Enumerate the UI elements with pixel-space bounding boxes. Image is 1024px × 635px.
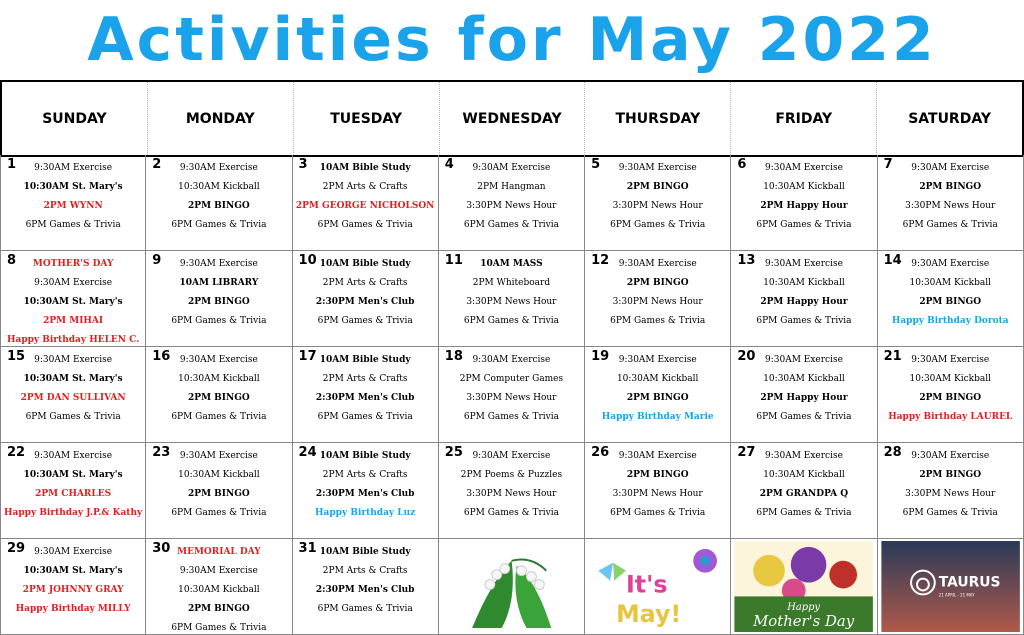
activity-line: 2PM GEORGE NICHOLSON [295, 201, 435, 211]
day-number: 20 [737, 349, 756, 364]
day-cell [0, 155, 146, 251]
weekday-header [0, 80, 1024, 157]
activity-list [293, 543, 438, 619]
activity-line: MOTHER'S DAY [32, 259, 114, 269]
activity-line: 10:30AM St. Mary's [23, 566, 123, 576]
activity-line: 10:30AM St. Mary's [23, 297, 123, 307]
day-cell [731, 251, 877, 347]
activity-list [731, 447, 876, 523]
activity-line: 6PM Games & Trivia [317, 604, 413, 614]
day-cell [439, 155, 585, 251]
activity-line: 9:30AM Exercise [472, 163, 551, 173]
day-cell [585, 251, 731, 347]
activity-line: 9:30AM Exercise [34, 451, 113, 461]
activity-line: 10:30AM Kickball [178, 374, 260, 384]
activity-line: 10:30AM St. Mary's [23, 470, 123, 480]
activity-list [731, 255, 876, 331]
activity-list [439, 447, 584, 523]
activity-line: 2PM BINGO [188, 297, 250, 307]
day-cell [731, 347, 877, 443]
activity-line: 2:30PM Men's Club [315, 297, 415, 307]
activity-line: 9:30AM Exercise [618, 259, 697, 269]
day-cell [585, 443, 731, 539]
day-cell [0, 251, 146, 347]
activity-line: 10:30AM Kickball [178, 182, 260, 192]
activity-line: 9:30AM Exercise [618, 451, 697, 461]
activity-line: 2PM MIHAI [43, 316, 104, 326]
day-number: 11 [444, 253, 463, 268]
activity-line: 2PM BINGO [188, 393, 250, 403]
day-cell [293, 539, 439, 635]
day-header-sunday: SUNDAY [2, 82, 148, 155]
activity-line: 3:30PM News Hour [466, 393, 557, 403]
activity-line: 9:30AM Exercise [911, 451, 990, 461]
image-cell [585, 539, 731, 635]
activity-line: 10:30AM Kickball [763, 278, 845, 288]
activity-line: 10AM Bible Study [319, 259, 411, 269]
activity-list [585, 351, 730, 427]
activity-line: 9:30AM Exercise [764, 355, 843, 365]
day-header-monday: MONDAY [148, 82, 294, 155]
activity-line: 2PM Whiteboard [472, 278, 551, 288]
activity-line: 3:30PM News Hour [466, 297, 557, 307]
activity-line: 6PM Games & Trivia [756, 220, 852, 230]
day-cell [731, 443, 877, 539]
activity-line: 10:30AM Kickball [909, 278, 991, 288]
its-may-image [587, 541, 728, 632]
activity-line: 9:30AM Exercise [34, 355, 113, 365]
activity-line: Happy Birthday Marie [601, 412, 714, 422]
activity-line: 6PM Games & Trivia [902, 508, 998, 518]
activity-line: 6PM Games & Trivia [902, 220, 998, 230]
activity-line: 9:30AM Exercise [179, 163, 258, 173]
day-number: 18 [444, 349, 463, 364]
activity-line: 6PM Games & Trivia [317, 220, 413, 230]
activity-list [146, 351, 291, 427]
day-number: 30 [152, 541, 171, 556]
activity-line: 2PM BINGO [626, 182, 689, 192]
activity-line: 6PM Games & Trivia [25, 412, 121, 422]
day-cell [878, 443, 1024, 539]
day-number: 4 [444, 157, 454, 172]
day-number: 16 [152, 349, 171, 364]
activity-line: 6PM Games & Trivia [463, 316, 559, 326]
day-number: 8 [7, 253, 17, 268]
svg-text:21 APRIL - 21 MAY: 21 APRIL - 21 MAY [938, 592, 975, 598]
activity-list [439, 159, 584, 235]
activity-line: Happy Birthday J.P.& Kathy [4, 508, 143, 518]
activity-list [293, 159, 438, 235]
image-cell [439, 539, 585, 635]
activity-line: 6PM Games & Trivia [171, 508, 267, 518]
activity-line: 6PM Games & Trivia [171, 316, 267, 326]
day-cell [878, 347, 1024, 443]
activity-list [731, 351, 876, 427]
activity-line: 2PM BINGO [626, 393, 689, 403]
activity-line: 6PM Games & Trivia [25, 220, 121, 230]
activity-line: 3:30PM News Hour [612, 489, 703, 499]
activity-line: 2PM Arts & Crafts [322, 374, 408, 384]
activity-line: 2PM BINGO [626, 278, 689, 288]
day-number: 17 [298, 349, 317, 364]
activity-line: 10AM LIBRARY [179, 278, 259, 288]
image-cell [731, 539, 877, 635]
activity-line: 9:30AM Exercise [764, 163, 843, 173]
activity-line: 6PM Games & Trivia [317, 412, 413, 422]
day-cell [146, 443, 292, 539]
activity-line: 2PM Computer Games [459, 374, 564, 384]
day-number: 3 [298, 157, 308, 172]
activity-line: 9:30AM Exercise [34, 278, 113, 288]
day-cell [293, 155, 439, 251]
activity-line: 3:30PM News Hour [612, 297, 703, 307]
svg-text:Mother's Day: Mother's Day [753, 613, 855, 631]
day-cell [146, 539, 292, 635]
activity-line: 2PM CHARLES [35, 489, 112, 499]
activity-line: 2PM Hangman [477, 182, 546, 192]
activity-line: Happy Birthday HELEN C. [6, 335, 140, 345]
activity-line: 2PM GRANDPA Q [759, 489, 849, 499]
day-header-saturday: SATURDAY [908, 110, 991, 127]
activity-line: 10:30AM Kickball [763, 182, 845, 192]
activity-list [146, 255, 291, 331]
day-cell [293, 251, 439, 347]
activity-line: 9:30AM Exercise [764, 259, 843, 269]
activity-line: 10:30AM Kickball [909, 374, 991, 384]
day-number: 10 [298, 253, 317, 268]
activity-list [878, 255, 1023, 331]
activity-line: 10:30AM Kickball [178, 585, 260, 595]
day-cell [439, 251, 585, 347]
day-number: 28 [883, 445, 902, 460]
day-number: 19 [591, 349, 610, 364]
day-number: 6 [737, 157, 747, 172]
day-cell [146, 251, 292, 347]
activity-list [439, 255, 584, 331]
activity-line: 2:30PM Men's Club [315, 585, 415, 595]
activity-list [293, 255, 438, 331]
activity-line: 6PM Games & Trivia [756, 316, 852, 326]
activity-line: 10:30AM Kickball [763, 374, 845, 384]
activity-line: 2PM BINGO [626, 470, 689, 480]
lily-of-the-valley-image [441, 541, 582, 632]
activity-line: 9:30AM Exercise [911, 355, 990, 365]
activity-list [146, 543, 291, 635]
day-cell [585, 347, 731, 443]
activity-list [146, 159, 291, 235]
activity-list [1, 543, 145, 619]
activity-line: Happy Birthday Luz [315, 508, 416, 518]
activity-line: 9:30AM Exercise [179, 355, 258, 365]
activity-line: 10AM Bible Study [319, 355, 411, 365]
activity-line: 2PM BINGO [188, 201, 250, 211]
activity-line: 6PM Games & Trivia [610, 316, 706, 326]
activity-list [439, 351, 584, 427]
activity-list [293, 447, 438, 523]
day-number: 22 [7, 445, 26, 460]
day-cell [878, 155, 1024, 251]
activity-list [731, 159, 876, 235]
day-cell [731, 155, 877, 251]
activity-line: 9:30AM Exercise [472, 355, 551, 365]
activity-line: 3:30PM News Hour [905, 489, 996, 499]
activity-list [878, 447, 1023, 523]
day-cell [439, 347, 585, 443]
day-number: 2 [152, 157, 162, 172]
activity-line: 6PM Games & Trivia [610, 508, 706, 518]
mothers-day-image [733, 541, 874, 632]
day-number: 9 [152, 253, 162, 268]
activity-line: Happy Birthday LAUREL [888, 412, 1013, 422]
day-cell [293, 347, 439, 443]
day-number: 31 [298, 541, 317, 556]
activity-line: 9:30AM Exercise [911, 259, 990, 269]
day-header-wednesday: WEDNESDAY [440, 82, 586, 155]
day-header-friday: FRIDAY [731, 82, 877, 155]
day-cell [146, 347, 292, 443]
activity-line: 2PM BINGO [188, 489, 250, 499]
activity-list [146, 447, 291, 523]
activity-line: 2PM BINGO [188, 604, 250, 614]
activity-line: 9:30AM Exercise [618, 355, 697, 365]
day-number: 14 [883, 253, 902, 268]
activity-line: 3:30PM News Hour [466, 201, 557, 211]
day-number: 24 [298, 445, 317, 460]
activity-line: MEMORIAL DAY [177, 547, 261, 557]
day-number: 27 [737, 445, 756, 460]
activity-line: 6PM Games & Trivia [756, 412, 852, 422]
day-number: 7 [883, 157, 893, 172]
activity-line: 10:30AM St. Mary's [23, 374, 123, 384]
activity-list [1, 351, 145, 427]
activity-list [878, 159, 1023, 235]
activity-line: 9:30AM Exercise [618, 163, 697, 173]
activity-line: 2PM Arts & Crafts [322, 566, 408, 576]
activity-line: 6PM Games & Trivia [463, 412, 559, 422]
activity-line: 10:30AM St. Mary's [23, 182, 123, 192]
day-cell [0, 443, 146, 539]
svg-text:May!: May! [616, 600, 682, 629]
day-number: 23 [152, 445, 171, 460]
activity-line: 2PM Arts & Crafts [322, 278, 408, 288]
day-cell [439, 443, 585, 539]
activity-line: 2:30PM Men's Club [315, 393, 415, 403]
activity-line: 2PM BINGO [919, 470, 982, 480]
activity-line: 6PM Games & Trivia [610, 220, 706, 230]
activity-line: 3:30PM News Hour [466, 489, 557, 499]
activity-line: 6PM Games & Trivia [171, 220, 267, 230]
activity-line: 9:30AM Exercise [34, 547, 113, 557]
activity-line: 2PM BINGO [919, 393, 982, 403]
activity-line: 6PM Games & Trivia [171, 623, 267, 633]
day-cell [585, 155, 731, 251]
page-title: Activities for May 2022 [87, 5, 937, 75]
activity-list [878, 351, 1023, 427]
svg-text:Happy: Happy [787, 602, 821, 614]
activity-line: 3:30PM News Hour [905, 201, 996, 211]
calendar [0, 80, 1024, 635]
calendar-grid [0, 155, 1024, 635]
activity-line: 10AM MASS [480, 259, 543, 269]
activity-list [1, 255, 145, 347]
activity-line: 9:30AM Exercise [179, 566, 258, 576]
day-number: 12 [591, 253, 610, 268]
day-header-tuesday: TUESDAY [294, 82, 440, 155]
activity-line: 3:30PM News Hour [612, 201, 703, 211]
activity-line: 2PM DAN SULLIVAN [20, 393, 126, 403]
activity-line: 6PM Games & Trivia [463, 508, 559, 518]
activity-line: 6PM Games & Trivia [756, 508, 852, 518]
activity-line: 10AM Bible Study [319, 163, 411, 173]
activity-line: 2PM Happy Hour [760, 297, 848, 307]
day-number: 21 [883, 349, 902, 364]
activity-line: 2PM BINGO [919, 182, 982, 192]
day-header-thursday: THURSDAY [585, 82, 731, 155]
day-cell [878, 251, 1024, 347]
activity-line: 9:30AM Exercise [179, 259, 258, 269]
day-number: 15 [7, 349, 26, 364]
day-cell [0, 347, 146, 443]
activity-list [585, 447, 730, 523]
activity-line: 10:30AM Kickball [178, 470, 260, 480]
activity-list [1, 447, 145, 523]
day-number: 13 [737, 253, 756, 268]
activity-line: 9:30AM Exercise [472, 451, 551, 461]
its-may-label: It's [626, 570, 668, 599]
day-number: 26 [591, 445, 610, 460]
taurus-image [880, 541, 1021, 632]
day-cell [0, 539, 146, 635]
activity-line: 9:30AM Exercise [764, 451, 843, 461]
activity-line: 2PM BINGO [919, 297, 982, 307]
svg-text:TAURUS: TAURUS [938, 574, 1001, 591]
image-cell [878, 539, 1024, 635]
activity-line: 2:30PM Men's Club [315, 489, 415, 499]
activity-line: 10:30AM Kickball [763, 470, 845, 480]
activity-line: 2PM WYNN [43, 201, 103, 211]
activity-list [293, 351, 438, 427]
activity-line: 2PM Arts & Crafts [322, 470, 408, 480]
day-cell [293, 443, 439, 539]
day-number: 1 [7, 157, 17, 172]
activity-line: 2PM Arts & Crafts [322, 182, 408, 192]
activity-line: 6PM Games & Trivia [171, 412, 267, 422]
activity-line: 6PM Games & Trivia [463, 220, 559, 230]
activity-line: 2PM JOHNNY GRAY [22, 585, 124, 595]
day-number: 29 [7, 541, 26, 556]
activity-line: 2PM Happy Hour [760, 201, 848, 211]
activity-line: Happy Birthday MILLY [15, 604, 131, 614]
activity-list [585, 159, 730, 235]
activity-line: 10:30AM Kickball [616, 374, 699, 384]
activity-line: 6PM Games & Trivia [317, 316, 413, 326]
activity-line: 10AM Bible Study [319, 451, 411, 461]
day-number: 5 [591, 157, 601, 172]
activity-line: 9:30AM Exercise [911, 163, 990, 173]
day-cell [146, 155, 292, 251]
day-number: 25 [444, 445, 463, 460]
activity-line: 2PM Happy Hour [760, 393, 848, 403]
activity-line: Happy Birthday Dorota [891, 316, 1009, 326]
activity-line: 2PM Poems & Puzzles [460, 470, 563, 480]
activity-line: 9:30AM Exercise [34, 163, 113, 173]
activity-list [585, 255, 730, 331]
activity-line: 10AM Bible Study [319, 547, 411, 557]
activity-list [1, 159, 145, 235]
activity-line: 9:30AM Exercise [179, 451, 258, 461]
